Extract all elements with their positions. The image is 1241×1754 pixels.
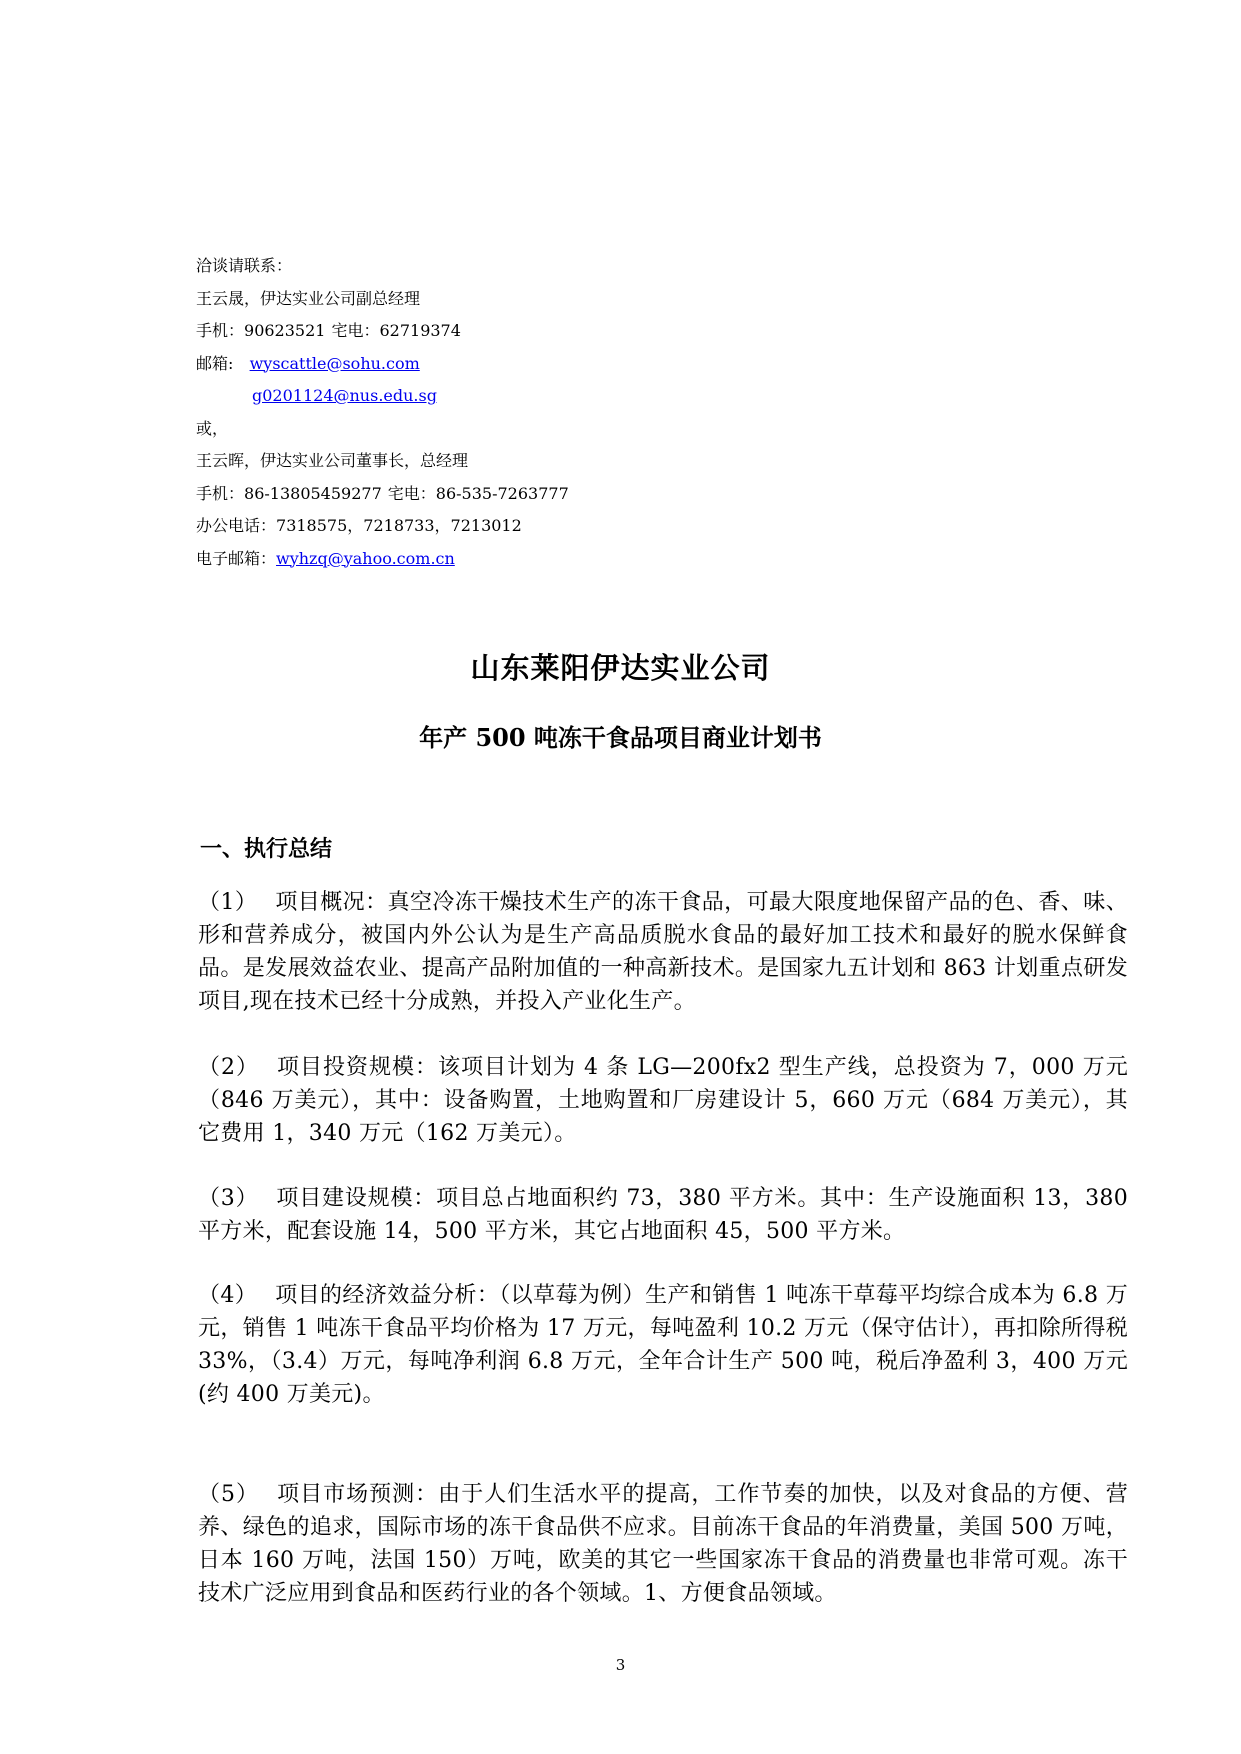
paragraph-text: 项目的经济效益分析：（以草莓为例）生产和销售 1 吨冻干草莓平均综合成本为 6.8 万元，销售 1 吨冻干食品平均价格为 17 万元，每吨盈利 10.2 万元（保守估计），再扣除所得税 33%，（3.4）万元，每吨净利润 6.8 万元，全年合计生产 500 吨，税后净盈利 3，400 万元(约 400 万美元)。 (198, 1283, 1129, 1407)
paragraph-number: （4） (198, 1283, 258, 1308)
paragraph-number: （3） (198, 1186, 259, 1211)
contact-person1-phones (196, 315, 896, 348)
contact-person1-email-row (196, 348, 896, 381)
section-heading: 一、执行总结 (200, 836, 333, 862)
paragraph-number: （2） (198, 1055, 260, 1080)
email-link-1[interactable]: wyscattle@sohu.com (249, 353, 420, 373)
paragraph-text: 项目市场预测：由于人们生活水平的提高，工作节奏的加快，以及对食品的方便、营养、绿色的追求，国际市场的冻干食品供不应求。目前冻干食品的年消费量，美国 500 万吨，日本 160 万吨，法国 150）万吨，欧美的其它一些国家冻干食品的消费量也非常可观。冻干技术广泛应用到食品和医药行业的各个领域。1、方便食品领域。 (198, 1482, 1128, 1606)
paragraph-2 (198, 1051, 1128, 1150)
document-title: 山东莱阳伊达实业公司 (470, 651, 771, 685)
page-number: 3 (615, 1656, 626, 1674)
email-link-3[interactable]: wyhzq@yahoo.com.cn (276, 548, 455, 568)
paragraph-3 (198, 1182, 1128, 1248)
mobile-number: 90623521 (244, 321, 326, 340)
email-link-2[interactable]: g0201124@nus.edu.sg (252, 386, 437, 405)
contact-person2-phones (196, 478, 896, 511)
home-phone-label: 宅电： (331, 321, 380, 340)
mobile-number: 86-13805459277 (244, 483, 382, 503)
email-label: 邮箱: (196, 353, 234, 373)
home-phone-label: 宅电： (387, 483, 436, 503)
contact-or: 或， (196, 418, 229, 438)
paragraph-number: （1） (198, 890, 258, 915)
contact-person1-name: 王云晟，伊达实业公司副总经理 (196, 288, 421, 308)
contact-intro: 洽谈请联系： (196, 256, 293, 275)
paragraph-text: 项目建设规模：项目总占地面积约 73，380 平方米。其中：生产设施面积 13，380 平方米，配套设施 14，500 平方米，其它占地面积 45，500 平方米。 (198, 1186, 1128, 1244)
contact-person2-email-row (196, 543, 896, 576)
paragraph-number: （5） (198, 1482, 260, 1507)
paragraph-text: 项目投资规模：该项目计划为 4 条 LG—200fx2 型生产线，总投资为 7，000 万元（846 万美元），其中：设备购置，土地购置和厂房建设计 5，660 万元（684 万美元），其它费用 1，340 万元（162 万美元）。 (198, 1055, 1128, 1146)
paragraph-4 (198, 1279, 1128, 1411)
home-phone-number: 86-535-7263777 (435, 483, 569, 503)
paragraph-5 (198, 1478, 1128, 1610)
contact-person2-office (196, 510, 896, 543)
office-phone-label: 办公电话： (196, 516, 277, 535)
contact-person1-email2-row (196, 380, 896, 413)
mobile-label: 手机： (196, 483, 245, 503)
paragraph-text: 项目概况：真空冷冻干燥技术生产的冻干食品，可最大限度地保留产品的色、香、味、形和营养成分，被国内外公认为是生产高品质脱水食品的最好加工技术和最好的脱水保鲜食品。是发展效益农业、提高产品附加值的一种高新技术。是国家九五计划和 863 计划重点研发项目,现在技术已经十分成熟，并投入产业化生产。 (198, 890, 1128, 1014)
contact-person2-name: 王云晖，伊达实业公司董事长，总经理 (196, 451, 469, 470)
paragraph-1 (198, 886, 1128, 1018)
mobile-label: 手机： (196, 321, 245, 340)
office-phone-numbers: 7318575，7218733，7213012 (276, 516, 522, 535)
home-phone-number: 62719374 (379, 321, 461, 340)
contact-block (196, 250, 896, 575)
email-label: 电子邮箱： (196, 548, 277, 568)
document-subtitle: 年产 500 吨冻干食品项目商业计划书 (419, 723, 822, 752)
